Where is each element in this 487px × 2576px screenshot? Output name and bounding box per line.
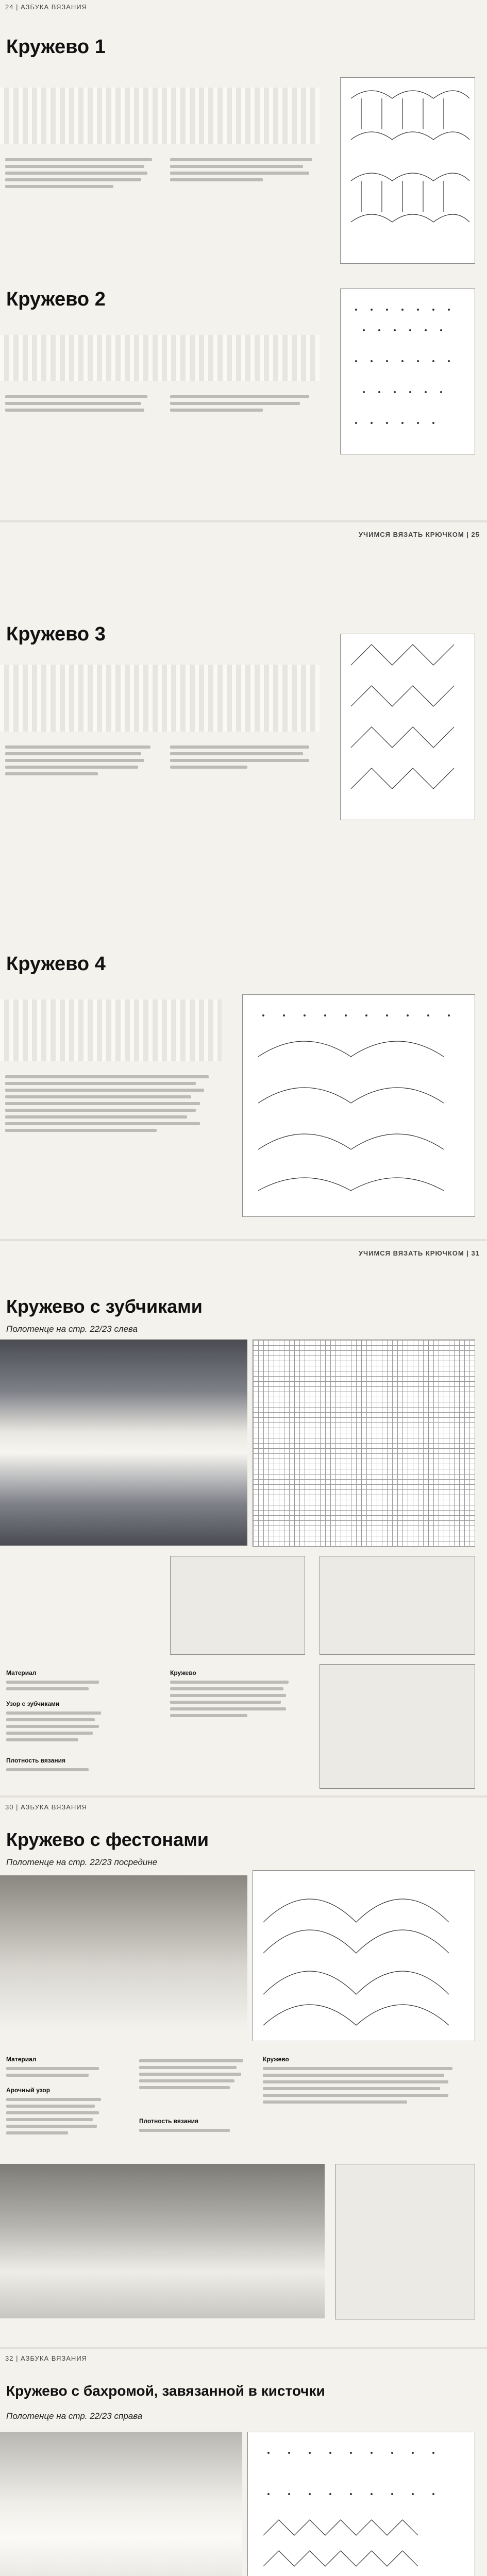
page-separator [0,520,487,522]
crochet-diagram [242,994,475,1217]
tassel-photo [335,2164,475,2319]
instructions-text [5,392,160,415]
material-heading: Материал [6,2056,37,2063]
instructions-text [5,1072,222,1136]
instructions-text [5,155,160,192]
section-title: Кружево с бахромой, завязанной в кисточки [6,2383,325,2399]
material-text [6,2063,109,2080]
section-title: Кружево 3 [6,623,106,645]
instructions-text [5,742,160,779]
lace-text [263,2063,469,2107]
pattern-heading: Арочный узор [6,2087,51,2094]
stitch-photo [320,1556,475,1655]
lace-photo [0,665,320,732]
crochet-diagram [340,289,475,454]
page-header: УЧИМСЯ ВЯЗАТЬ КРЮЧКОМ | 31 [358,1249,480,1257]
instructions-text [170,392,325,415]
material-text [6,1677,109,1694]
material-heading: Материал [6,1669,37,1676]
section-subtitle: Полотенце на стр. 22/23 посредине [6,1857,158,1867]
lace-heading: Кружево [263,2056,289,2063]
tassel-photo [320,1664,475,1789]
crochet-diagram [340,634,475,820]
lace-heading: Кружево [170,1669,196,1676]
lace-photo [0,2432,242,2576]
lace-text [170,1677,299,1721]
section-title: Кружево 1 [6,36,106,58]
section-title: Кружево 4 [6,953,106,975]
density-text [139,2125,253,2136]
crochet-chart [253,1340,475,1547]
pattern-text [139,2056,253,2093]
diagram-symbols [341,634,475,820]
pattern-text [6,1708,109,1745]
instructions-text [170,155,325,185]
crochet-diagram [253,1870,475,2041]
instructions-text [170,742,325,772]
section-subtitle: Полотенце на стр. 22/23 справа [6,2411,143,2421]
page-separator [0,2347,487,2349]
lace-photo [0,1340,247,1546]
lace-photo [0,335,320,381]
page-header: УЧИМСЯ ВЯЗАТЬ КРЮЧКОМ | 25 [358,531,480,538]
page-separator [0,1795,487,1798]
pattern-text [6,2094,109,2138]
section-subtitle: Полотенце на стр. 22/23 слева [6,1324,138,1334]
pattern-heading: Узор с зубчиками [6,1700,60,1707]
page-header: 24 | АЗБУКА ВЯЗАНИЯ [5,3,88,11]
section-title: Кружево с зубчиками [6,1296,203,1317]
diagram-symbols [253,1871,475,2041]
density-heading: Плотность вязания [6,1757,66,1764]
crochet-diagram [247,2432,475,2576]
lace-photo [0,1875,247,2030]
diagram-symbols [341,78,475,263]
crochet-diagram [340,77,475,264]
section-title: Кружево с фестонами [6,1829,209,1850]
diagram-symbols [248,2432,475,2576]
lace-photo [0,999,222,1061]
page-header: 30 | АЗБУКА ВЯЗАНИЯ [5,1803,88,1811]
section-title: Кружево 2 [6,289,106,310]
diagram-symbols [243,995,475,1216]
lace-photo [0,88,320,144]
page-header: 32 | АЗБУКА ВЯЗАНИЯ [5,2354,88,2362]
density-text [6,1765,109,1775]
lace-photo [0,2164,325,2318]
page-separator [0,1239,487,1241]
stitch-photo [170,1556,305,1655]
diagram-symbols [341,289,475,454]
density-heading: Плотность вязания [139,2117,199,2125]
